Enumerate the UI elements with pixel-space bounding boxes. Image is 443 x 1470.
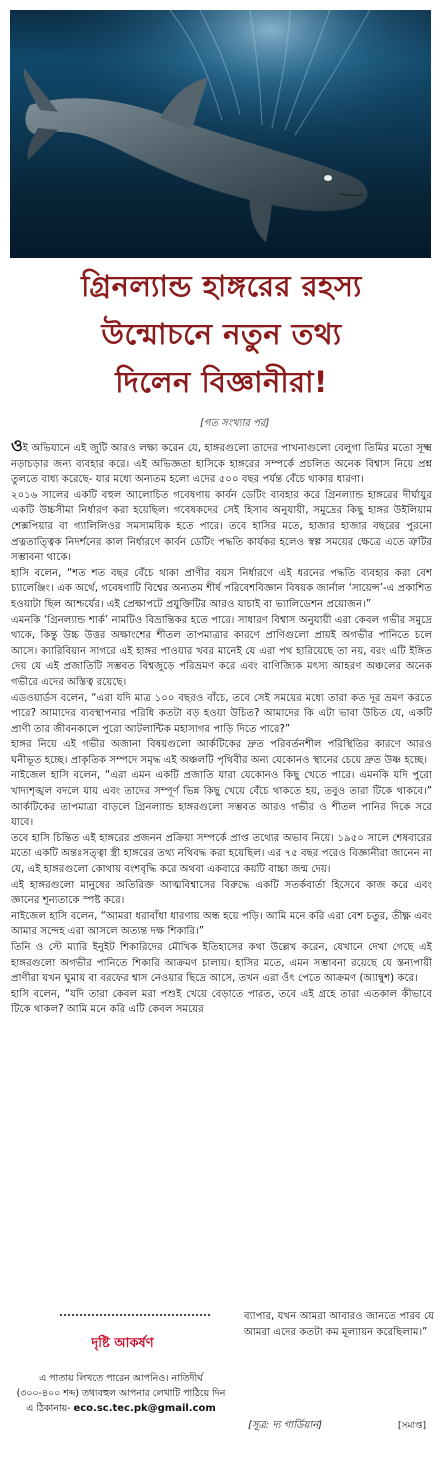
paragraph: এডওয়ার্ডস বলেন, “এরা যদি মাত্র ১০০ বছরও বাঁচে, তবে সেই সময়ের মধ্যে তারা কত দূর ভ্রমণ করতে পারে? আমাদের ব্যবস্থাপনার পরিধি কতটা বড় হওয়া উচিত? আমাদের কি এটা ভাবা উচিত যে, একটি প্রাণী তার জীবনকালে পুরো আটলান্টিক মহাসাগর পাড়ি দিতে পারে?” bbox=[11, 692, 432, 735]
continued-note: [গত সংখ্যার পর] bbox=[200, 418, 270, 429]
notice-title: দৃষ্টি আকর্ষণ bbox=[91, 1336, 154, 1351]
shark-photo bbox=[10, 10, 431, 258]
notice-email[interactable]: eco.sc.tec.pk@gmail.com bbox=[73, 1403, 216, 1414]
source-credit: [সূত্র: দ্য গার্ডিয়ান] bbox=[248, 1420, 323, 1431]
paragraph: নাইজেল হাসি বলেন, “আমরা ধরাবাঁধা ধারণায় অন্ধ হয়ে পড়ি। আমি মনে করি এরা বেশ চতুর, তীক্ষ্ণ এবং আমার সন্দেহ এরা আসলে অত্যন্ত দক্ষ শিকারি।” bbox=[11, 910, 432, 938]
headline-line-1: গ্রিনল্যান্ড হাঙ্গরের রহস্য bbox=[81, 269, 362, 303]
article-tail: ব্যাপার, যখন আমরা আবারও জানতে পারব যে আমরা এদের কতটা কম মূল্যায়ন করেছিলাম।” bbox=[244, 1311, 434, 1338]
paragraph: তবে হাসি চিন্তিত এই হাঙ্গরের প্রজনন প্রক্রিয়া সম্পর্কে প্রাপ্ত তথ্যের অভাব নিয়ে। ১৯৫০ সালে শেষবারের মতো একটি অন্তঃসত্ত্বা স্ত্রী হাঙ্গরের তথ্য নথিবদ্ধ করা হয়েছিল। এর ৭৫ বছর পরেও বিজ্ঞানীরা জানেন না যে, এই হাঙ্গরগুলো কোথায় বংশবৃদ্ধি করে অথবা একবারে কয়টি বাচ্চা জন্ম দেয়। bbox=[11, 832, 432, 876]
article-body bbox=[11, 438, 432, 1298]
headline-line-3: দিলেন বিজ্ঞানীরা! bbox=[115, 365, 328, 399]
paragraph: তিনি ও স্টে ম্যারি ইনুইট শিকারিদের মৌখিক ইতিহাসের কথা উল্লেখ করেন, যেখানে দেখা গেছে এই হাঙ্গরগুলো অগভীর পানিতে শিকারি আক্রমণ চালায়। হাসির মতে, এমন সম্ভাবনা রয়েছে যে স্তন্যপায়ী প্রাণীরা যখন ঘুমায় বা বরফের শ্বাস নেওয়ার ছিদ্রে আসে, তখন এরা ওঁৎ পেতে আক্রমণ (অ্যাম্বুশ) করে। bbox=[11, 942, 432, 985]
greenland-shark-illustration bbox=[10, 10, 431, 258]
paragraph-text: ই অভিযানে এই জুটি আরও লক্ষ্য করেন যে, হাঙ্গরগুলো তাদের পাখনাগুলো বেলুগা তিমির মতো সূক্ষ্ম নড়াচড়ার জন্য ব্যবহার করে। এই অভিজ্ঞতা হাসিকে হাঙ্গরের সম্পর্কে প্রচলিত অনেক বিশ্বাস নিয়ে প্রশ্ন তুলতে বাধ্য করেছে- যার মধ্যে অন্যতম হলো এদের ৫০০ বছর পর্যন্ত বেঁচে থাকার ধারণা। bbox=[11, 443, 432, 486]
paragraph: ২০১৬ সালের একটি বহুল আলোচিত গবেষণায় কার্বন ডেটিং ব্যবহার করে গ্রিনল্যান্ড হাঙ্গরের দীর্ঘায়ুর একটি উচ্চসীমা নির্ধারণ করা হয়েছিল। গবেষকদের সেই হিসাব অনুযায়ী, সমুদ্রের কিছু হাঙ্গর উইলিয়াম শেক্সপিয়ার বা গ্যালিলিওর সমসাময়িক হতে পারে। তবে হাসির মতে, হাজার হাজার বছরের পুরনো প্রত্নতাত্ত্বিক নিদর্শনের কাল নির্ধারণে কার্বন ডেটিং পদ্ধতি কার্যকর হলেও স্বল্প সময়ের ক্ষেত্রে এতে ত্রুটির সম্ভাবনা থাকে। bbox=[11, 489, 432, 564]
headline-line-2: উন্মোচনে নতুন তথ্য bbox=[101, 317, 342, 351]
notice-line-1: এ পাতায় লিখতে পারেন আপনিও। নাতিদীর্ঘ bbox=[39, 1373, 203, 1384]
notice-text bbox=[6, 1371, 236, 1416]
headline bbox=[8, 262, 435, 406]
paragraph: এমনকি ‘গ্রিনল্যান্ড শার্ক’ নামটিও বিভ্রান্তিকর হতে পারে। সাধারণ বিশ্বাস অনুযায়ী এরা কেবল গভীর সমুদ্রে থাকে, কিন্তু উচ্চ উত্তর অক্ষাংশের শীতল তাপমাত্রার কারণে প্রাণিগুলো প্রায়ই অগভীর পানিতে চলে আসে। ক্যারিবিয়ান সাগরে এই হাঙ্গর পাওয়ার খবর মানেই যে এরা পথ হারিয়েছে তা নয়, বরং এটি ইঙ্গিত দেয় যে এই প্রজাতিটি সম্ভবত বিশ্বজুড়ে পরিভ্রমণ করে এবং বাণিজ্যিক মৎস্য আহরণ অঞ্চলের অনেক গভীরে এদের অস্তিত্ব রয়েছে। bbox=[11, 614, 432, 688]
paragraph: নাইজেল হাসি বলেন, “এরা এমন একটি প্রজাতি যারা যেকোনও কিছু খেতে পারে। এমনকি যদি পুরো খাদ্যশৃঙ্খল বদলে যায় এবং তাদের সম্পূর্ণ ভিন্ন কিছু খেয়ে বেঁচে থাকতে হয়, তবুও তারা টিকে থাকবে।” আর্কটিকের তাপমাত্রা বাড়লে গ্রিনল্যান্ড হাঙ্গরগুলো সম্ভবত আরও গভীর ও শীতল পানির দিকে সরে যাবে। bbox=[11, 770, 432, 829]
paragraph bbox=[11, 438, 432, 488]
notice-line-3-prefix: এ ঠিকানায়- bbox=[26, 1403, 71, 1414]
paragraph: হাসি বলেন, “যদি তারা কেবল মরা পশুই খেয়ে বেড়াতে পারত, তবে এই গ্রহে তারা এতকাল কীভাবে টিকে থাকল? আমি মনে করি এটি কেবল সময়ের bbox=[11, 988, 432, 1016]
paragraph: এই হাঙ্গরগুলো মানুষের অতিরিক্ত আত্মবিশ্বাসের বিরুদ্ধে একটি সতর্কবার্তা হিসেবে কাজ করে এবং জ্ঞানের শূন্যতাকে স্পষ্ট করে। bbox=[11, 879, 432, 907]
notice-line-3 bbox=[6, 1401, 236, 1416]
paragraph: হাঙ্গর নিয়ে এই গভীর অজানা বিষয়গুলো আর্কটিকের দ্রুত পরিবর্তনশীল পরিস্থিতির কারণে আরও ঘনীভূত হচ্ছে। প্রাকৃতিক সম্পদে সমৃদ্ধ এই অঞ্চলটি পৃথিবীর অন্য যেকোনও স্থানের চেয়ে দ্রুত উষ্ণ হচ্ছে। bbox=[11, 739, 432, 766]
end-marker: [সমাপ্ত] bbox=[398, 1421, 426, 1431]
paragraph: হাসি বলেন, “শত শত বছর বেঁচে থাকা প্রাণীর বয়স নির্ধারণে এই ধরনের পদ্ধতি ব্যবহার করা বেশ চ্যালেঞ্জিং। এক অর্থে, গবেষণাটি বিশ্বের অন্যতম শীর্ষ পরিবেশবিজ্ঞান বিষয়ক জার্নাল ‘সায়েন্স’-এ প্রকাশিত হওয়াটা ছিল আশ্চর্যের। এই প্রেক্ষাপটে প্রযুক্তিটির আরও যাচাই বা ভ্যালিডেশন প্রয়োজন।” bbox=[11, 567, 432, 610]
drop-cap: ও bbox=[11, 438, 23, 455]
notice-line-2: (৩০০-৪০০ শব্দ) তথ্যবহুল আপনার লেখাটি পাঠিয়ে দিন bbox=[16, 1388, 226, 1399]
dotted-divider bbox=[60, 1314, 210, 1316]
